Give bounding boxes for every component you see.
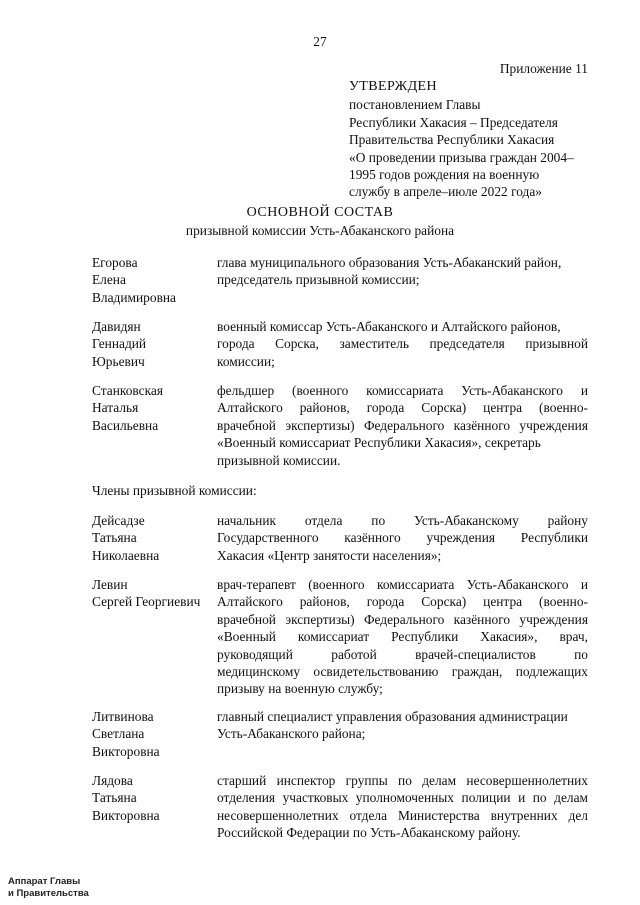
footer-stamp <box>8 876 89 900</box>
approval-line: Правительства Республики Хакасия <box>349 132 555 148</box>
approval-line: «О проведении призыва граждан 2004– <box>349 149 574 165</box>
surname: Лядова <box>92 773 133 788</box>
surname: Станковская <box>92 383 163 398</box>
patronymic: Николаевна <box>92 547 160 563</box>
member-role <box>217 512 588 564</box>
approval-line: службу в апреле–июле 2022 года» <box>349 184 542 200</box>
member-name <box>92 512 217 564</box>
role-line: старший инспектор группы по делам несовершеннолетних <box>217 773 588 788</box>
approval-stamp: УТВЕРЖДЕН <box>349 79 438 94</box>
member-name <box>92 382 217 434</box>
role-line: комиссии; <box>217 353 275 369</box>
patronymic: Викторовна <box>92 807 160 823</box>
document-subtitle: призывной комиссии Усть-Абаканского района <box>185 223 455 238</box>
given-name: Сергей Георгиевич <box>92 594 201 610</box>
document-title: ОСНОВНОЙ СОСТАВ <box>246 205 394 220</box>
member-role <box>217 254 588 289</box>
surname: Дейсадзе <box>92 513 145 528</box>
role-line: города Сорска, заместитель председателя призывной <box>217 336 588 352</box>
role-line: несовершеннолетних отдела Министерства внутренних дел <box>217 807 588 823</box>
role-line: врач-терапевт (военного комиссариата Усть-Абаканского и <box>217 577 588 592</box>
role-line: фельдшер (военного комиссариата Усть-Абаканского и <box>217 383 588 398</box>
role-line: медицинскому освидетельствованию граждан, подлежащих <box>217 664 588 680</box>
role-line: призыву на военную службу; <box>217 681 383 697</box>
role-line: «Военный комиссариат Республики Хакасия», секретарь <box>217 435 541 451</box>
role-line: глава муниципального образования Усть-Абаканский район, <box>217 255 562 270</box>
member-role <box>217 382 588 469</box>
role-line: Российской Федерации по Усть-Абаканскому району. <box>217 825 521 841</box>
footer-line: и Правительства <box>8 888 89 899</box>
member-name <box>92 772 217 824</box>
role-line: Государственного казённого учреждения Республики <box>217 530 588 546</box>
given-name: Татьяна <box>92 790 137 806</box>
member-role <box>217 318 588 370</box>
page-number: 27 <box>313 34 327 49</box>
role-line: руководящий работой врачей-специалистов по <box>217 646 588 662</box>
member-role <box>217 576 588 698</box>
member-role <box>217 772 588 842</box>
approval-block <box>349 78 599 201</box>
given-name: Светлана <box>92 726 145 742</box>
member-name <box>92 254 217 306</box>
given-name: Наталья <box>92 400 139 416</box>
role-line: председатель призывной комиссии; <box>217 272 420 288</box>
role-line: Алтайского районов, города Сорска) центра (военно- <box>217 400 588 416</box>
role-line: Хакасия «Центр занятости населения»; <box>217 547 442 563</box>
patronymic: Юрьевич <box>92 353 145 369</box>
members-heading: Члены призывной комиссии: <box>92 483 257 498</box>
approval-line: постановлением Главы <box>349 97 481 113</box>
surname: Давидян <box>92 319 141 334</box>
member-name <box>92 576 217 611</box>
role-line: призывной комиссии. <box>217 452 341 468</box>
surname: Егорова <box>92 255 138 270</box>
member-name <box>92 318 217 370</box>
role-line: «Военный комиссариат Республики Хакасия», врач, <box>217 629 588 645</box>
role-line: врачебной экспертизы) Федерального казённого учреждения <box>217 417 588 433</box>
patronymic: Викторовна <box>92 743 160 759</box>
appendix-label: Приложение 11 <box>499 61 588 76</box>
role-line: военный комиссар Усть-Абаканского и Алтайского районов, <box>217 319 561 334</box>
surname: Левин <box>92 577 128 592</box>
given-name: Татьяна <box>92 530 137 546</box>
role-line: врачебной экспертизы) Федерального казённого учреждения <box>217 611 588 627</box>
role-line: Алтайского районов, города Сорска) центра (военно- <box>217 594 588 610</box>
role-line: начальник отдела по Усть-Абаканскому району <box>217 513 588 528</box>
role-line: отделения участковых уполномоченных полиции и по делам <box>217 790 588 806</box>
footer-line: Аппарат Главы <box>8 876 81 887</box>
role-line: Усть-Абаканского района; <box>217 726 366 742</box>
approval-line: Республики Хакасия – Председателя <box>349 114 558 130</box>
patronymic: Владимировна <box>92 289 176 305</box>
role-line: главный специалист управления образования администрации <box>217 709 568 724</box>
given-name: Геннадий <box>92 336 147 352</box>
member-role <box>217 708 588 743</box>
given-name: Елена <box>92 272 126 288</box>
approval-line: 1995 годов рождения на военную <box>349 167 540 183</box>
surname: Литвинова <box>92 709 154 724</box>
patronymic: Васильевна <box>92 417 159 433</box>
member-name <box>92 708 217 760</box>
